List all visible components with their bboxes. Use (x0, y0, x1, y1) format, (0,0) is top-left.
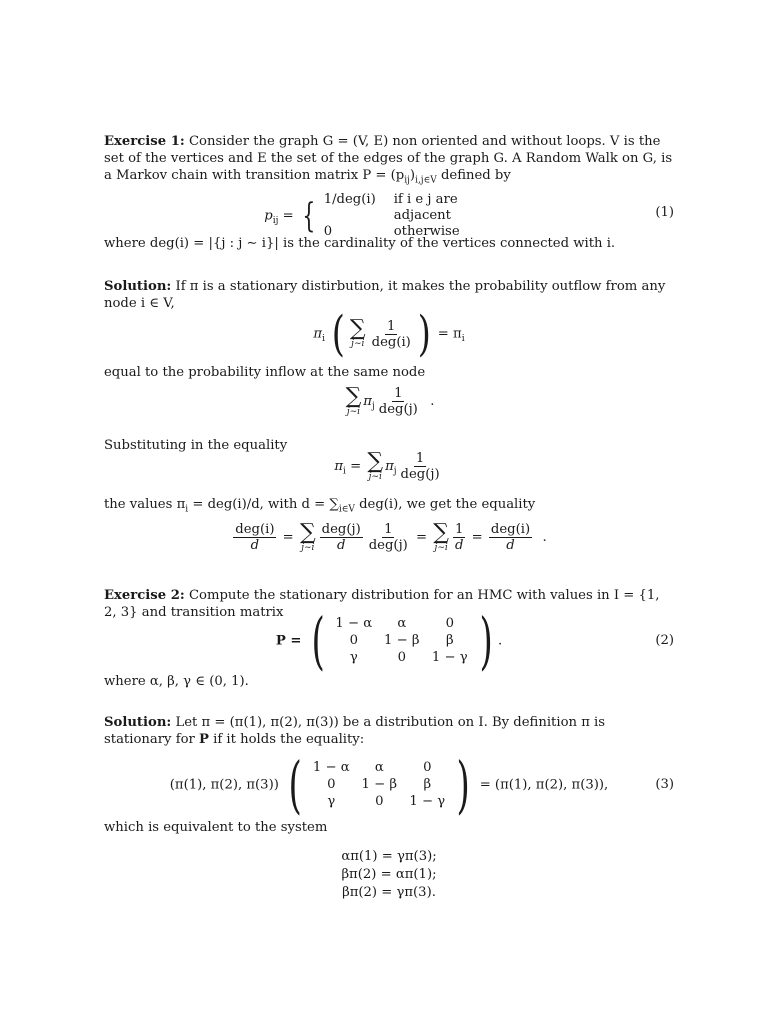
fraction-denominator: d (455, 538, 464, 553)
solution-1-text-3: Substituting in the equality (104, 438, 288, 453)
equals-sign: = (471, 530, 483, 545)
equation-period: . (430, 394, 435, 409)
equation-rhs: = π (437, 326, 462, 342)
matrix-lhs: P = (275, 633, 302, 649)
matrix-entry: 1 − γ (431, 650, 468, 665)
fraction (377, 386, 420, 417)
right-paren: ) (479, 604, 493, 677)
system-line-2: βπ(2) = απ(1); (341, 867, 437, 882)
pi-sub: j (393, 466, 397, 477)
fraction (320, 522, 363, 553)
sum-index: j∼i (301, 542, 315, 553)
text-segment: the values π (104, 497, 186, 512)
system-line-1: απ(1) = γπ(3); (341, 849, 437, 864)
exercise-2-heading: Exercise 2: (104, 588, 185, 603)
equation-period: . (542, 530, 547, 545)
matrix-entry: α (397, 616, 407, 631)
pi-symbol: π (334, 459, 344, 474)
sum-index: j∼i (351, 339, 365, 349)
solution-2-text: Let π = (π(1), π(2), π(3)) be a distribution on I. By definition π is stationary for (104, 715, 606, 747)
pi-sub: i (322, 334, 325, 345)
sum-index: j∼i (368, 471, 382, 482)
fraction-numerator: deg(i) (235, 522, 275, 537)
fraction-numerator: 1 (384, 522, 393, 537)
text-segment: deg(i), we get the equality (354, 497, 536, 512)
right-paren: ) (456, 748, 471, 821)
equation-period: . (497, 633, 503, 649)
equals-sign: = (282, 530, 294, 545)
solution-1-text-4 (104, 496, 674, 519)
matrix-entry: 1 − β (361, 777, 397, 792)
sum-index: j∼i (346, 406, 361, 417)
sum-operator: ∑ j∼i (299, 519, 316, 553)
sum-operator: ∑ j∼i (349, 316, 366, 349)
matrix-entry: 1 − α (335, 616, 373, 631)
matrix-entry: 0 (445, 616, 454, 631)
fraction-numerator: deg(j) (321, 522, 361, 537)
matrix-entry: 1 − β (384, 633, 420, 648)
matrix-entry: 0 (327, 777, 336, 792)
sum-index: j∼i (434, 542, 448, 553)
equation-outflow (104, 306, 674, 362)
solution-2-text-end: if it holds the equality: (208, 732, 365, 747)
fraction-numerator: deg(i) (490, 522, 531, 537)
equals-sign: = (345, 459, 366, 474)
case-2-value: 0 (323, 224, 333, 239)
pi-sub: i (343, 466, 346, 477)
solution-2-text-2: which is equivalent to the system (104, 820, 328, 835)
case-2-condition: otherwise (393, 224, 460, 239)
solution-2-heading: Solution: (104, 715, 172, 730)
system-line-3: βπ(2) = γπ(3). (342, 885, 436, 900)
solution-1-text-2: equal to the probability inflow at the same node (104, 365, 426, 380)
text-sub: i∈V (338, 504, 355, 515)
fraction-denominator: deg(j) (400, 467, 440, 482)
exercise-2-text: Compute the stationary distribution for an HMC with values in I = {1, 2, 3} and transition matrix (104, 588, 660, 620)
fraction (399, 451, 442, 482)
solution-2-paragraph (104, 714, 674, 748)
equation-equality (104, 448, 674, 482)
fraction-denominator: d (336, 538, 346, 553)
equation-lhs: (π(1), π(2), π(3)) (169, 777, 279, 793)
equation-3-number: (3) (655, 777, 674, 792)
equation-2-number: (2) (655, 633, 674, 648)
case-1-condition: if i e j are adjacent (393, 192, 458, 223)
matrix-entry: 0 (375, 794, 384, 809)
matrix-entry: α (374, 760, 384, 775)
matrix-entry: γ (349, 650, 358, 665)
left-brace: { (302, 196, 316, 236)
fraction-denominator: d (250, 538, 260, 553)
fraction-numerator: 1 (415, 451, 425, 466)
exercise-1-text-end: defined by (436, 168, 511, 183)
exercise-1-heading: Exercise 1: (104, 134, 185, 149)
matrix-entry: 1 − α (312, 760, 350, 775)
equation-1: $p_{ij}$ = { 1/deg(i) if i e j are adjacent 0 otherwise (104, 192, 674, 240)
text-sub: i (185, 504, 189, 515)
case-1-value: 1/deg(i) (323, 192, 376, 207)
exercise-1-index-set: i,j∈V (415, 175, 437, 186)
solution-1-text: If π is a stationary distirbution, it makes the probability outflow from any node i ∈ V, (104, 279, 666, 311)
exercise-1-footnote: where deg(i) = |{j : j ∼ i}| is the cardinality of the vertices connected with i. (104, 236, 616, 251)
fraction-denominator: deg(i) (371, 334, 411, 350)
exercise-1-sub: ij (404, 175, 410, 186)
matrix-entry: 0 (397, 650, 406, 665)
exercise-1-text: Consider the graph G = (V, E) non oriented and without loops. V is the set of the vertices and E the set of the edges of the graph G. A Random Walk on G, is a Markov chain with transition matrix P = (p (104, 134, 673, 183)
matrix-entry: 0 (349, 633, 358, 648)
left-paren: ( (288, 748, 302, 821)
fraction (489, 522, 532, 553)
exercise-2-footnote: where α, β, γ ∈ (0, 1). (104, 674, 249, 689)
equation-3 (104, 748, 674, 821)
exercise-1-text-close: ) (409, 168, 416, 183)
solution-1-heading: Solution: (104, 279, 172, 294)
equation-final-1 (104, 519, 674, 553)
right-paren: ) (417, 306, 431, 362)
pi-symbol: π (313, 326, 323, 342)
fraction-numerator: 1 (387, 318, 396, 334)
equation-inflow (104, 383, 674, 417)
equation-1-lhs: p (264, 208, 273, 224)
equation-rhs-sub: i (461, 334, 465, 345)
left-paren: ( (331, 306, 346, 362)
matrix-entry: 1 − γ (409, 794, 446, 809)
text-segment: = deg(i)/d, with d = ∑ (188, 497, 339, 512)
sum-operator: ∑ j∼i (345, 383, 362, 417)
sum-operator: ∑ j∼i (433, 519, 449, 553)
sum-operator: ∑ j∼i (367, 448, 384, 482)
fraction-numerator: 1 (394, 386, 403, 401)
solution-1-paragraph (104, 278, 674, 312)
pi-sub: j (371, 401, 375, 412)
exercise-1-paragraph (104, 133, 674, 190)
transition-matrix (307, 760, 451, 810)
pi-symbol: π (385, 459, 394, 474)
equation-1-number: (1) (655, 205, 674, 220)
fraction-numerator: 1 (455, 522, 464, 537)
equation-1-lhs-sub: ij (272, 216, 279, 227)
matrix-entry: β (445, 633, 454, 648)
matrix-entry: β (423, 777, 432, 792)
matrix-entry: 0 (423, 760, 432, 775)
left-paren: ( (311, 604, 325, 677)
fraction-denominator: d (506, 538, 515, 553)
fraction (233, 522, 276, 553)
pi-symbol: π (363, 394, 372, 409)
fraction-denominator: deg(j) (378, 402, 418, 417)
transition-matrix (330, 616, 474, 666)
fraction-denominator: deg(j) (368, 538, 408, 553)
fraction (453, 522, 465, 553)
fraction (367, 522, 410, 553)
cases-block (324, 192, 514, 240)
equals-sign: = (416, 530, 428, 545)
fraction (370, 319, 413, 350)
equation-rhs: = (π(1), π(2), π(3)), (479, 777, 609, 793)
matrix-symbol: P (199, 732, 209, 747)
matrix-entry: γ (327, 794, 336, 809)
